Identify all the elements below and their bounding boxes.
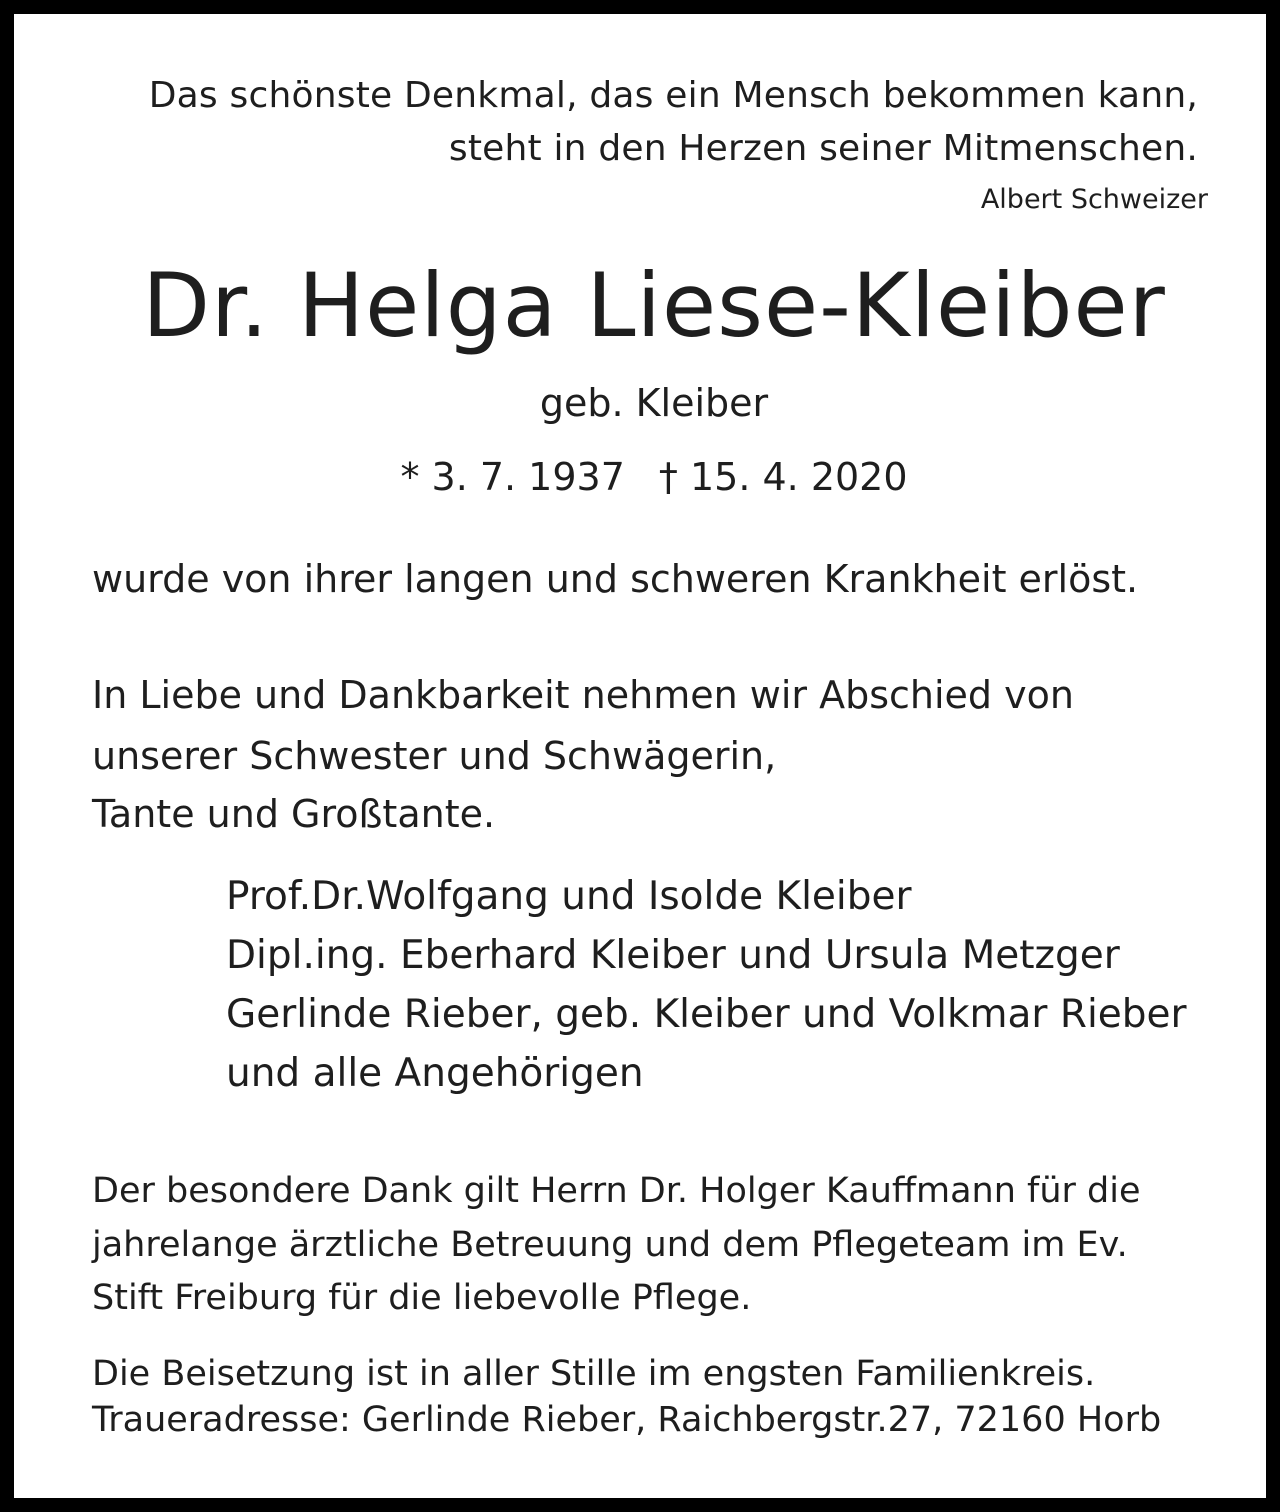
- deceased-name: Dr. Helga Liese-Kleiber: [142, 254, 1166, 357]
- funeral-address: Traueradresse: Gerlinde Rieber, Raichbergstr.27, 72160 Horb: [92, 1400, 1162, 1440]
- farewell-line-1: In Liebe und Dankbarkeit nehmen wir Abschied von: [92, 673, 1074, 717]
- farewell-line-2: unserer Schwester und Schwägerin,: [92, 734, 777, 778]
- funeral-line-1: Die Beisetzung ist in aller Stille im engsten Familienkreis.: [92, 1354, 1096, 1394]
- quote-line-1: Das schönste Denkmal, das ein Mensch bekommen kann,: [148, 75, 1198, 116]
- mourner-4: und alle Angehörigen: [226, 1051, 644, 1096]
- quote-line-2: steht in den Herzen seiner Mitmenschen.: [448, 128, 1198, 169]
- intro-text: wurde von ihrer langen und schweren Krankheit erlöst.: [92, 557, 1139, 601]
- death-date: † 15. 4. 2020: [658, 455, 908, 499]
- mourner-2: Dipl.ing. Eberhard Kleiber und Ursula Metzger: [226, 933, 1120, 978]
- birth-date: * 3. 7. 1937: [400, 455, 625, 499]
- mourner-3: Gerlinde Rieber, geb. Kleiber und Volkmar Rieber: [226, 992, 1187, 1037]
- maiden-name: geb. Kleiber: [539, 381, 769, 425]
- mourner-1: Prof.Dr.Wolfgang und Isolde Kleiber: [226, 874, 912, 919]
- thanks-line-2: jahrelange ärztliche Betreuung und dem Pflegeteam im Ev.: [92, 1225, 1128, 1265]
- thanks-line-3: Stift Freiburg für die liebevolle Pflege.: [92, 1278, 752, 1318]
- life-dates: [14, 455, 1280, 499]
- farewell-line-3: Tante und Großtante.: [92, 792, 496, 836]
- thanks-line-1: Der besondere Dank gilt Herrn Dr. Holger Kauffmann für die: [92, 1171, 1141, 1211]
- quote-author: Albert Schweizer: [980, 184, 1208, 215]
